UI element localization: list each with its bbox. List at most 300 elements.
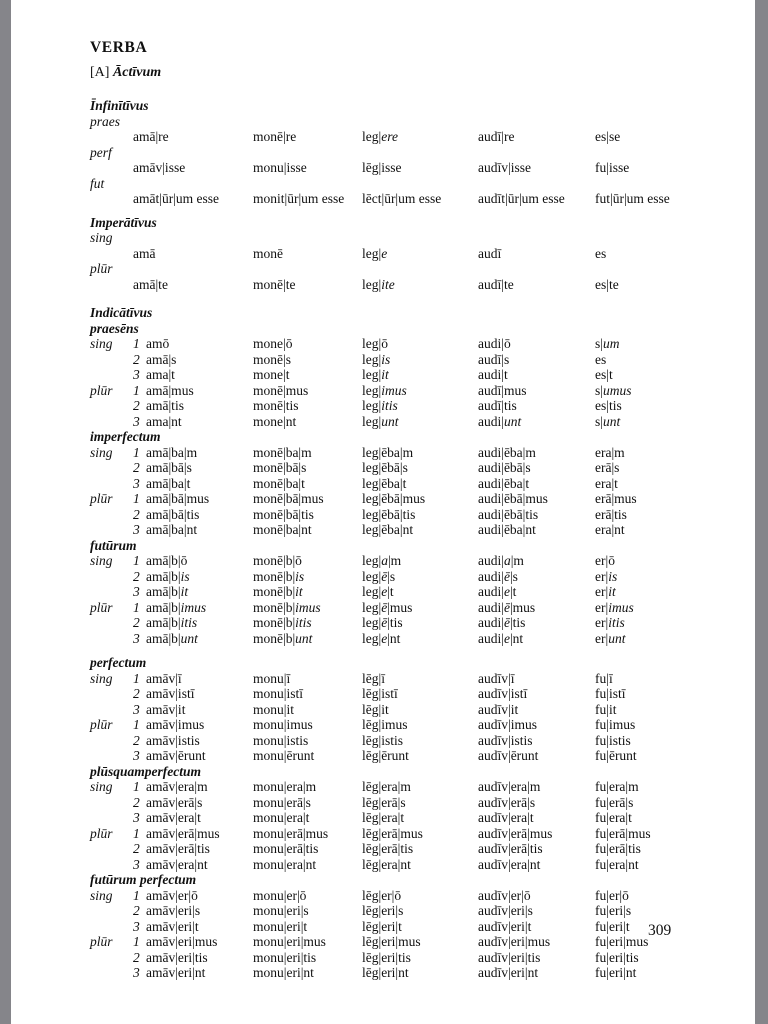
form-amare: amāv|it [146, 701, 186, 717]
person-number [133, 230, 146, 246]
section-title: Imperātīvus [90, 214, 157, 230]
form-amare: amā|b|it [146, 584, 189, 599]
form-legere: lēg|eri|s [362, 903, 404, 918]
form-esse: fu|eri|nt [595, 965, 637, 980]
paradigm-row [90, 176, 690, 207]
row-label: sing [90, 230, 113, 245]
person-number: 3 [133, 965, 140, 980]
paradigm-row [90, 903, 690, 919]
person-number: 2 [133, 460, 140, 475]
row-label: sing [90, 779, 113, 794]
person-number: 2 [133, 949, 140, 965]
form-audire: audīv|er|ō [478, 887, 531, 903]
person-number: 1 [133, 934, 140, 949]
paradigm-row [90, 686, 690, 702]
person-number: 2 [133, 398, 140, 413]
row-label [90, 352, 133, 368]
form-legere: lēg|eri|t [362, 918, 402, 934]
form-esse: s|um [595, 336, 620, 351]
form-esse: fu|era|m [595, 779, 639, 794]
form-esse: era|t [595, 475, 618, 491]
row-label [90, 460, 133, 476]
form-amare: amā|s [146, 351, 177, 367]
form-legere: lēg|erā|s [362, 794, 406, 810]
paradigm-row [90, 965, 690, 981]
paradigm-row [90, 383, 690, 399]
section-title: Indicātīvus [90, 305, 153, 320]
paradigm-row [90, 810, 690, 826]
paradigm-row [90, 919, 690, 935]
row-label [90, 631, 133, 647]
paradigm-row [90, 336, 690, 352]
row-label [90, 795, 133, 811]
person-number [133, 114, 146, 130]
form-esse: fut|ūr|um esse [595, 191, 670, 206]
form-monere: monu|imus [253, 717, 313, 732]
form-audire: audi|a|m [478, 553, 524, 568]
paradigm-row [90, 367, 690, 383]
form-audire: audīv|era|nt [478, 856, 541, 872]
form-monere: monē|ba|t [253, 475, 305, 491]
form-amare: amā|b|ō [146, 553, 188, 568]
form-monere: mone|nt [253, 413, 297, 429]
form-legere: lēg|istī [362, 686, 398, 701]
form-audire: audi|unt [478, 413, 522, 429]
form-monere: monu|istī [253, 686, 303, 701]
person-number [133, 145, 146, 161]
form-esse: fu|erā|mus [595, 825, 651, 841]
paradigm-row [90, 826, 690, 842]
form-monere: monē|bā|tis [253, 506, 314, 522]
form-monere: monu|eri|nt [253, 965, 314, 980]
form-legere: leg|ēbā|s [362, 460, 408, 475]
form-audire: audīv|eri|t [478, 918, 532, 934]
form-legere: lēg|ī [362, 670, 385, 686]
paradigm-row [90, 615, 690, 631]
paradigm-row [90, 507, 690, 523]
scan-edge-right [755, 0, 768, 1024]
form-monere: monu|isse [253, 160, 307, 175]
form-amare: amāv|erā|s [146, 794, 203, 810]
section-title: imperfectum [90, 429, 161, 444]
form-audire: audi|t [478, 367, 508, 382]
form-esse: fu|eri|tis [595, 949, 639, 965]
paradigm-row [90, 445, 690, 461]
form-esse: fu|istī [595, 686, 626, 701]
row-label [90, 919, 133, 935]
form-amare: amāv|imus [146, 717, 205, 732]
paradigm-row [90, 779, 690, 795]
scan-edge-left [0, 0, 11, 1024]
form-esse: fu|era|t [595, 810, 632, 825]
form-esse: fu|it [595, 701, 617, 717]
form-audire: audīt|ūr|um esse [478, 191, 565, 206]
subsection-title: Āctīvum [112, 65, 162, 80]
paradigm-row [90, 352, 690, 368]
section-title: perfectum [90, 655, 147, 670]
section-imperativus [90, 215, 690, 293]
form-esse: fu|eri|s [595, 903, 632, 918]
person-number: 1 [133, 444, 140, 460]
form-esse: es|tis [595, 398, 622, 413]
form-amare: amā [133, 245, 156, 261]
form-amare: amā|tis [146, 398, 184, 413]
form-legere: lēg|erā|tis [362, 841, 414, 856]
form-audire: audi|e|nt [478, 630, 524, 646]
person-number: 1 [133, 670, 140, 686]
row-label [90, 965, 133, 981]
section-title: futūrum [90, 537, 137, 553]
form-monere: monu|er|ō [253, 887, 307, 903]
paradigm-row [90, 671, 690, 687]
form-audire: audi|e|t [478, 584, 517, 599]
form-esse: es|te [595, 276, 619, 292]
form-amare: amā|b|is [146, 568, 190, 584]
form-legere: lēg|era|t [362, 810, 405, 825]
section-praesens [90, 305, 690, 429]
form-audire: audi|ē|mus [478, 599, 536, 615]
row-label [90, 733, 133, 749]
row-label [90, 584, 133, 600]
row-label [90, 476, 133, 492]
person-number: 3 [133, 748, 140, 763]
form-monere: monu|erā|tis [253, 841, 319, 856]
form-monere: monē|mus [253, 382, 309, 398]
book-page-content [90, 40, 690, 981]
form-esse: es [595, 351, 607, 367]
person-number: 2 [133, 732, 140, 748]
paradigm-row [90, 553, 690, 569]
row-label: plūr [90, 491, 113, 506]
form-amare: ama|nt [146, 413, 182, 429]
form-esse: fu|erā|tis [595, 841, 641, 856]
form-esse: fu|ērunt [595, 748, 637, 763]
form-amare: amāv|ī [146, 670, 182, 686]
form-esse: erā|tis [595, 506, 627, 522]
paradigm-row [90, 702, 690, 718]
form-esse: s|umus [595, 382, 632, 398]
form-esse: s|unt [595, 413, 621, 429]
row-label: plūr [90, 382, 113, 398]
form-audire: audīv|erā|s [478, 794, 536, 810]
form-amare: amāv|eri|mus [146, 934, 218, 949]
subsection-heading [90, 65, 690, 81]
form-audire: audī|mus [478, 382, 527, 398]
form-monere: monē|te [253, 276, 296, 292]
row-label: plūr [90, 934, 113, 949]
paradigm-row [90, 261, 690, 292]
form-esse: er|unt [595, 630, 626, 646]
form-monere: monu|era|t [253, 810, 310, 825]
paradigm-row [90, 748, 690, 764]
form-monere: monu|eri|t [253, 918, 308, 934]
page-number: 309 [648, 922, 672, 939]
form-legere: leg|unt [362, 413, 399, 429]
form-amare: amāv|isse [133, 160, 186, 175]
section-futurum-perfectum [90, 872, 690, 981]
form-audire: audi|ēba|m [478, 444, 536, 460]
form-esse: fu|ī [595, 670, 613, 686]
person-number: 1 [133, 491, 140, 506]
form-audire: audī [478, 245, 502, 261]
form-legere: leg|ō [362, 336, 388, 351]
form-legere: lēg|erā|mus [362, 825, 423, 841]
form-amare: amā|bā|s [146, 460, 192, 475]
form-legere: lēg|ērunt [362, 748, 409, 763]
paradigm-row [90, 476, 690, 492]
paradigm-row [90, 934, 690, 950]
paradigm-row [90, 460, 690, 476]
form-audire: audi|ēbā|mus [478, 491, 548, 506]
paradigm-row [90, 522, 690, 538]
form-monere: monē|ba|nt [253, 522, 312, 537]
form-audire: audi|ēbā|tis [478, 506, 539, 522]
form-audire: audi|ēba|t [478, 475, 530, 491]
form-legere: leg|ēba|nt [362, 522, 414, 537]
row-label: plūr [90, 717, 113, 732]
form-monere: monē [253, 245, 283, 261]
form-esse: er|ō [595, 553, 615, 568]
row-label: plūr [90, 825, 113, 841]
row-label [90, 686, 133, 702]
section-plusquamperfectum [90, 764, 690, 873]
form-monere: monu|era|m [253, 779, 317, 794]
form-audire: audi|ē|s [478, 568, 518, 584]
form-amare: amāv|erā|mus [146, 825, 220, 841]
form-monere: monē|b|imus [253, 599, 321, 615]
form-monere: monu|ērunt [253, 748, 315, 763]
form-audire: audī|te [478, 276, 514, 292]
form-legere: lēct|ūr|um esse [362, 191, 442, 206]
form-legere: leg|e|nt [362, 630, 401, 646]
form-audire: audī|s [478, 351, 510, 367]
form-legere: lēg|it [362, 701, 389, 717]
row-label [90, 903, 133, 919]
form-amare: amāv|eri|s [146, 903, 201, 918]
form-legere: leg|ite [362, 276, 395, 292]
form-monere: monē|b|is [253, 568, 305, 584]
form-amare: amā|re [133, 129, 169, 144]
form-legere: lēg|eri|mus [362, 934, 421, 949]
person-number: 3 [133, 918, 140, 934]
person-number: 2 [133, 615, 140, 630]
form-audire: audī|tis [478, 398, 517, 413]
row-label [90, 841, 133, 857]
paradigm-row [90, 795, 690, 811]
form-esse: fu|er|ō [595, 887, 629, 903]
form-monere: monē|b|it [253, 584, 303, 599]
form-legere: leg|itis [362, 398, 398, 413]
form-amare: amāv|istī [146, 686, 195, 701]
form-monere: monē|b|itis [253, 615, 312, 630]
row-label: praes [90, 113, 120, 129]
form-legere: lēg|isse [362, 160, 402, 175]
form-amare: amāv|istis [146, 732, 200, 748]
person-number: 3 [133, 475, 140, 491]
form-audire: audīv|ērunt [478, 748, 539, 763]
form-legere: leg|ēba|m [362, 444, 414, 460]
form-amare: amā|bā|tis [146, 506, 200, 522]
row-label: sing [90, 553, 113, 568]
row-label: sing [90, 887, 113, 903]
form-monere: monē|tis [253, 398, 299, 413]
person-number: 1 [133, 336, 140, 351]
form-monere: mone|t [253, 367, 290, 382]
row-label [90, 569, 133, 585]
form-audire: audīv|eri|nt [478, 965, 539, 980]
form-legere: leg|ēbā|mus [362, 491, 426, 506]
row-label: plūr [90, 599, 113, 615]
person-number: 2 [133, 841, 140, 856]
row-label: sing [90, 444, 113, 460]
paradigm-row [90, 631, 690, 647]
form-amare: amāv|ērunt [146, 748, 206, 763]
form-monere: monē|b|ō [253, 553, 302, 568]
form-legere: leg|a|m [362, 553, 402, 568]
form-audire: audī|re [478, 129, 515, 144]
form-esse: era|m [595, 444, 625, 460]
form-legere: leg|it [362, 367, 389, 382]
form-monere: mone|ō [253, 336, 293, 351]
form-audire: audīv|istī [478, 686, 528, 701]
form-monere: monu|eri|tis [253, 949, 317, 965]
form-amare: amā|b|itis [146, 615, 198, 630]
form-audire: audīv|eri|mus [478, 934, 551, 949]
person-number: 2 [133, 506, 140, 522]
paradigm-row [90, 600, 690, 616]
form-amare: amā|mus [146, 382, 194, 398]
paradigm-row [90, 414, 690, 430]
form-monere: monē|s [253, 351, 291, 367]
row-label: fut [90, 175, 105, 191]
form-legere: lēg|eri|nt [362, 965, 409, 980]
person-number: 2 [133, 351, 140, 367]
paradigm-row [90, 584, 690, 600]
form-audire: audīv|it [478, 701, 519, 717]
row-label [90, 702, 133, 718]
form-legere: leg|ē|mus [362, 599, 413, 615]
section-title: praesēns [90, 320, 139, 336]
form-esse: erā|mus [595, 491, 637, 506]
person-number [133, 261, 146, 277]
person-number: 3 [133, 413, 140, 429]
form-esse: er|imus [595, 599, 634, 615]
form-audire: audīv|erā|mus [478, 825, 553, 841]
form-legere: lēg|eri|tis [362, 949, 411, 965]
person-number: 2 [133, 686, 140, 701]
row-label: sing [90, 336, 113, 351]
form-amare: amā|ba|nt [146, 522, 198, 537]
form-amare: amāv|eri|t [146, 918, 199, 934]
form-legere: leg|is [362, 351, 391, 367]
paradigm-row [90, 114, 690, 145]
form-audire: audīv|era|t [478, 810, 534, 825]
person-number: 2 [133, 903, 140, 918]
form-esse: er|is [595, 568, 618, 584]
paradigm-row [90, 733, 690, 749]
form-monere: monu|ī [253, 670, 291, 686]
person-number: 3 [133, 701, 140, 717]
person-number: 1 [133, 382, 140, 398]
form-monere: monu|it [253, 701, 294, 717]
section-title: plūsquamperfectum [90, 763, 202, 779]
form-legere: leg|imus [362, 382, 407, 398]
section-imperfectum [90, 429, 690, 538]
form-esse: fu|eri|t [595, 918, 630, 934]
person-number: 1 [133, 825, 140, 841]
person-number: 3 [133, 522, 140, 537]
form-legere: leg|ere [362, 129, 398, 144]
form-legere: lēg|era|m [362, 779, 411, 794]
form-amare: amāt|ūr|um esse [133, 191, 220, 206]
section-infinitivus [90, 98, 690, 207]
form-amare: amāv|er|ō [146, 887, 198, 903]
form-amare: amā|b|unt [146, 630, 198, 646]
form-amare: amāv|eri|nt [146, 965, 206, 980]
form-esse: era|nt [595, 522, 625, 537]
paradigm-row [90, 569, 690, 585]
form-esse: er|itis [595, 615, 625, 630]
page-heading: VERBA [90, 39, 148, 56]
row-label: plūr [90, 261, 113, 276]
form-monere: monē|bā|mus [253, 491, 324, 506]
paradigm-row [90, 888, 690, 904]
paradigm-row [90, 841, 690, 857]
form-audire: audīv|isse [478, 160, 531, 175]
form-esse: fu|erā|s [595, 794, 634, 810]
form-esse: fu|eri|mus [595, 934, 649, 949]
section-perfectum [90, 655, 690, 764]
form-legere: lēg|er|ō [362, 887, 402, 903]
paradigm-sections [90, 98, 690, 981]
person-number: 3 [133, 584, 140, 599]
form-audire: audi|ēbā|s [478, 460, 531, 475]
form-legere: leg|ē|s [362, 568, 396, 584]
form-monere: monē|re [253, 129, 297, 144]
form-monere: monit|ūr|um esse [253, 191, 345, 206]
person-number: 3 [133, 367, 140, 382]
section-title: Īnfinītīvus [90, 98, 149, 113]
person-number: 3 [133, 810, 140, 825]
form-esse: fu|era|nt [595, 856, 639, 872]
form-esse: es|se [595, 129, 621, 144]
person-number [133, 176, 146, 192]
person-number: 3 [133, 630, 140, 646]
row-label [90, 748, 133, 764]
person-number: 2 [133, 794, 140, 810]
form-amare: amā|te [133, 276, 168, 292]
row-label [90, 414, 133, 430]
form-audire: audi|ē|tis [478, 615, 526, 630]
person-number: 1 [133, 887, 140, 903]
form-monere: monu|eri|mus [253, 934, 326, 949]
form-legere: leg|ēba|t [362, 475, 407, 491]
form-legere: lēg|era|nt [362, 856, 411, 872]
person-number: 1 [133, 599, 140, 615]
form-legere: leg|ē|tis [362, 615, 403, 630]
form-esse: fu|imus [595, 717, 636, 732]
person-number: 1 [133, 553, 140, 568]
form-monere: monē|bā|s [253, 460, 307, 475]
form-monere: monu|erā|mus [253, 825, 329, 841]
form-monere: monē|ba|m [253, 444, 312, 460]
form-esse: erā|s [595, 460, 620, 475]
person-number: 2 [133, 568, 140, 584]
form-amare: amō [146, 336, 170, 351]
form-legere: lēg|istis [362, 732, 403, 748]
person-number: 1 [133, 779, 140, 794]
row-label [90, 507, 133, 523]
